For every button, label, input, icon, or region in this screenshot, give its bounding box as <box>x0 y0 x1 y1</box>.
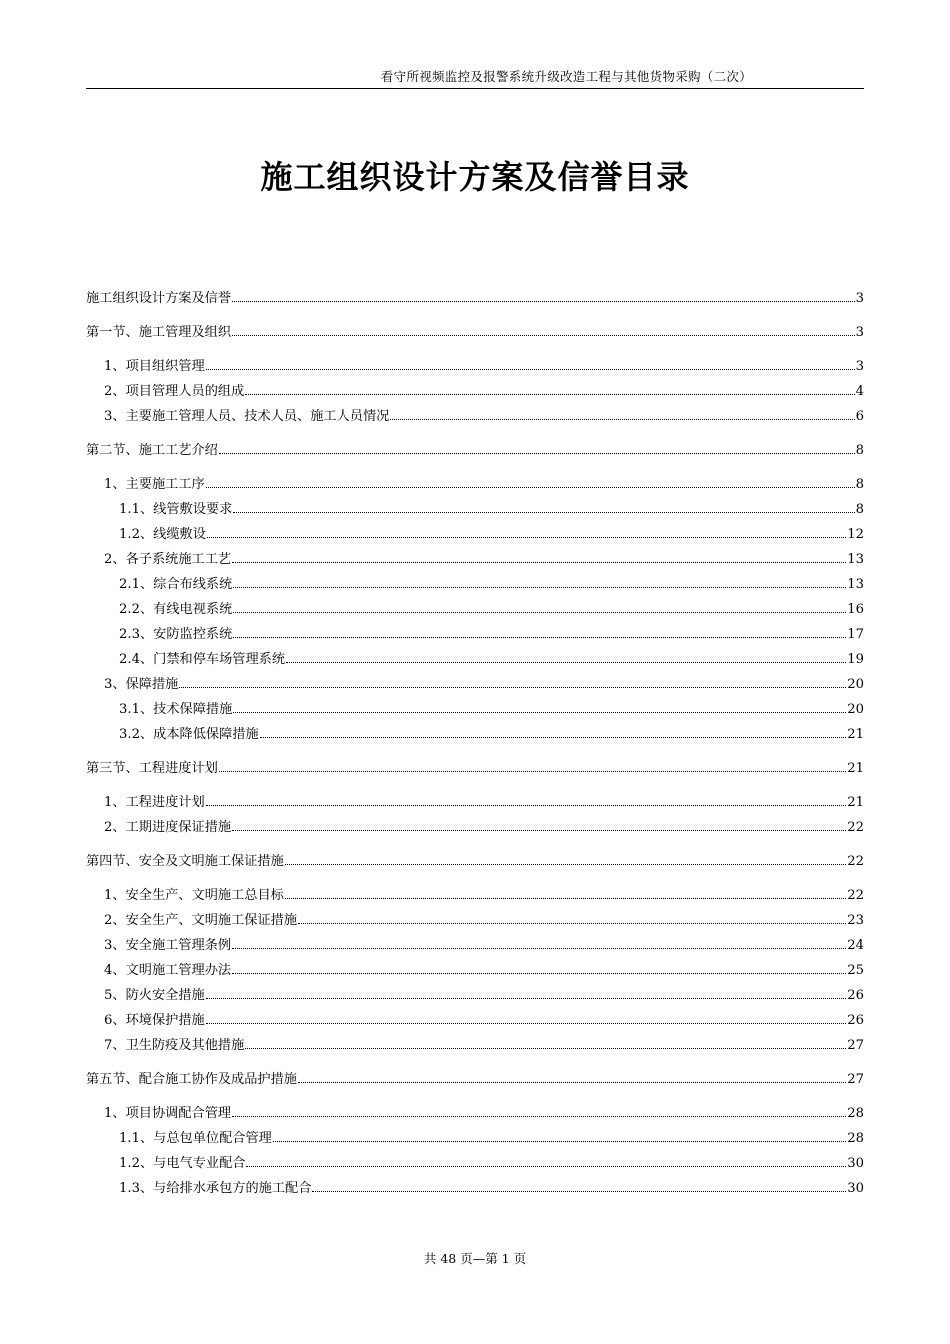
toc-entry[interactable] <box>86 517 864 542</box>
toc-entry[interactable] <box>86 844 864 869</box>
header-text: 看守所视频监控及报警系统升级改造工程与其他货物采购（二次） <box>380 69 752 84</box>
toc-entry-label: 3、主要施工管理人员、技术人员、施工人员情况 <box>104 409 390 424</box>
toc-entry-label: 4、文明施工管理办法 <box>104 963 232 978</box>
toc-entry-label: 1.1、线管敷设要求 <box>119 502 233 517</box>
toc-entry-page: 26 <box>847 988 864 1003</box>
toc-leader-dots <box>233 512 854 513</box>
toc-leader-dots <box>232 973 846 974</box>
toc-leader-dots <box>285 864 846 865</box>
page-footer: 共 48 页—第 1 页 <box>423 1251 527 1266</box>
toc-entry[interactable] <box>86 374 864 399</box>
toc-entry[interactable] <box>86 692 864 717</box>
toc-entry-page: 26 <box>847 1013 864 1028</box>
toc-entry[interactable] <box>86 978 864 1003</box>
toc-entry-page: 3 <box>855 325 864 340</box>
toc-entry-page: 27 <box>847 1038 864 1053</box>
toc-entry-label: 2.4、门禁和停车场管理系统 <box>119 652 286 667</box>
toc-leader-dots <box>298 923 846 924</box>
toc-entry[interactable] <box>86 542 864 567</box>
toc-entry-page: 27 <box>847 1072 864 1087</box>
toc-entry-label: 1.2、与电气专业配合 <box>119 1156 246 1171</box>
toc-entry-page: 25 <box>847 963 864 978</box>
toc-entry[interactable] <box>86 492 864 517</box>
toc-leader-dots <box>232 301 855 302</box>
toc-entry[interactable] <box>86 1096 864 1121</box>
toc-leader-dots <box>286 662 846 663</box>
toc-entry-page: 30 <box>847 1181 864 1196</box>
toc-entry[interactable] <box>86 349 864 374</box>
table-of-contents <box>86 281 864 1196</box>
toc-entry-label: 1、项目组织管理 <box>104 359 205 374</box>
toc-leader-dots <box>207 537 846 538</box>
toc-entry-page: 28 <box>847 1131 864 1146</box>
toc-entry-page: 23 <box>847 913 864 928</box>
toc-entry[interactable] <box>86 1062 864 1087</box>
toc-entry-page: 20 <box>847 702 864 717</box>
toc-leader-dots <box>233 587 846 588</box>
toc-entry-page: 13 <box>847 577 864 592</box>
toc-entry-page: 19 <box>847 652 864 667</box>
toc-entry-page: 22 <box>847 854 864 869</box>
toc-entry[interactable] <box>86 642 864 667</box>
toc-entry-label: 2.1、综合布线系统 <box>119 577 233 592</box>
toc-leader-dots <box>206 998 847 999</box>
toc-entry-label: 1、安全生产、文明施工总目标 <box>104 888 284 903</box>
toc-entry-page: 22 <box>847 888 864 903</box>
toc-entry-label: 3.2、成本降低保障措施 <box>119 727 259 742</box>
toc-entry-label: 3、保障措施 <box>104 677 179 692</box>
toc-leader-dots <box>232 830 846 831</box>
toc-entry[interactable] <box>86 433 864 458</box>
toc-leader-dots <box>245 1048 846 1049</box>
toc-entry-label: 第四节、安全及文明施工保证措施 <box>86 854 284 869</box>
toc-entry-label: 2、项目管理人员的组成 <box>104 384 245 399</box>
toc-entry[interactable] <box>86 785 864 810</box>
toc-entry[interactable] <box>86 751 864 776</box>
toc-entry-label: 5、防火安全措施 <box>104 988 205 1003</box>
toc-entry-page: 8 <box>855 477 864 492</box>
toc-entry-page: 8 <box>855 502 864 517</box>
toc-entry-label: 1、项目协调配合管理 <box>104 1106 232 1121</box>
toc-entry[interactable] <box>86 467 864 492</box>
toc-leader-dots <box>219 453 855 454</box>
toc-leader-dots <box>245 394 854 395</box>
toc-entry[interactable] <box>86 1028 864 1053</box>
toc-entry-label: 1.1、与总包单位配合管理 <box>119 1131 272 1146</box>
toc-leader-dots <box>232 1116 846 1117</box>
toc-entry[interactable] <box>86 1121 864 1146</box>
toc-leader-dots <box>206 487 855 488</box>
toc-leader-dots <box>390 419 854 420</box>
toc-leader-dots <box>233 637 846 638</box>
toc-entry-page: 22 <box>847 820 864 835</box>
toc-leader-dots <box>233 612 846 613</box>
toc-entry-label: 3、安全施工管理条例 <box>104 938 232 953</box>
toc-entry-page: 17 <box>847 627 864 642</box>
toc-entry-page: 16 <box>847 602 864 617</box>
toc-entry-label: 1.3、与给排水承包方的施工配合 <box>119 1181 312 1196</box>
toc-entry-page: 4 <box>855 384 864 399</box>
toc-entry[interactable] <box>86 315 864 340</box>
toc-leader-dots <box>298 1082 846 1083</box>
toc-leader-dots <box>219 771 846 772</box>
toc-entry[interactable] <box>86 928 864 953</box>
toc-entry-label: 1、工程进度计划 <box>104 795 205 810</box>
page-header <box>86 66 864 89</box>
toc-entry[interactable] <box>86 567 864 592</box>
toc-leader-dots <box>206 805 847 806</box>
toc-entry[interactable] <box>86 1171 864 1196</box>
toc-entry[interactable] <box>86 617 864 642</box>
toc-entry[interactable] <box>86 953 864 978</box>
toc-entry-page: 24 <box>847 938 864 953</box>
document-title: 施工组织设计方案及信誉目录 <box>260 158 690 196</box>
toc-entry-page: 21 <box>847 727 864 742</box>
toc-entry-label: 第三节、工程进度计划 <box>86 761 218 776</box>
toc-leader-dots <box>273 1141 846 1142</box>
toc-leader-dots <box>206 1023 847 1024</box>
toc-entry-page: 13 <box>847 552 864 567</box>
toc-leader-dots <box>232 335 855 336</box>
toc-entry-label: 2、各子系统施工工艺 <box>104 552 232 567</box>
toc-entry-label: 1、主要施工工序 <box>104 477 205 492</box>
toc-entry[interactable] <box>86 399 864 424</box>
toc-entry-label: 2.3、安防监控系统 <box>119 627 233 642</box>
toc-entry[interactable] <box>86 878 864 903</box>
toc-leader-dots <box>232 562 846 563</box>
toc-entry[interactable] <box>86 810 864 835</box>
toc-entry-page: 21 <box>847 795 864 810</box>
toc-entry-label: 7、卫生防疫及其他措施 <box>104 1038 245 1053</box>
toc-entry-page: 3 <box>855 291 864 306</box>
toc-entry-label: 2、安全生产、文明施工保证措施 <box>104 913 298 928</box>
toc-leader-dots <box>179 687 846 688</box>
toc-entry-page: 6 <box>855 409 864 424</box>
toc-entry[interactable] <box>86 1146 864 1171</box>
toc-entry[interactable] <box>86 281 864 306</box>
toc-entry-label: 2、工期进度保证措施 <box>104 820 232 835</box>
toc-entry-label: 第二节、施工工艺介绍 <box>86 443 218 458</box>
toc-entry-label: 第五节、配合施工协作及成品护措施 <box>86 1072 297 1087</box>
toc-entry-page: 21 <box>847 761 864 776</box>
toc-entry-label: 3.1、技术保障措施 <box>119 702 233 717</box>
toc-leader-dots <box>246 1166 846 1167</box>
toc-entry[interactable] <box>86 592 864 617</box>
toc-leader-dots <box>232 948 846 949</box>
toc-entry-page: 12 <box>847 527 864 542</box>
toc-entry-label: 1.2、线缆敷设 <box>119 527 206 542</box>
toc-entry[interactable] <box>86 903 864 928</box>
toc-entry[interactable] <box>86 1003 864 1028</box>
toc-leader-dots <box>312 1191 846 1192</box>
toc-entry-label: 2.2、有线电视系统 <box>119 602 233 617</box>
toc-entry[interactable] <box>86 667 864 692</box>
toc-entry-label: 6、环境保护措施 <box>104 1013 205 1028</box>
toc-leader-dots <box>260 737 847 738</box>
toc-entry-page: 3 <box>855 359 864 374</box>
toc-entry-page: 30 <box>847 1156 864 1171</box>
toc-entry-page: 28 <box>847 1106 864 1121</box>
toc-leader-dots <box>285 898 846 899</box>
toc-entry-label: 第一节、施工管理及组织 <box>86 325 232 340</box>
toc-entry-label: 施工组织设计方案及信誉 <box>86 291 232 306</box>
toc-entry-page: 8 <box>855 443 864 458</box>
toc-entry-page: 20 <box>847 677 864 692</box>
toc-leader-dots <box>206 369 855 370</box>
toc-leader-dots <box>233 712 846 713</box>
toc-entry[interactable] <box>86 717 864 742</box>
